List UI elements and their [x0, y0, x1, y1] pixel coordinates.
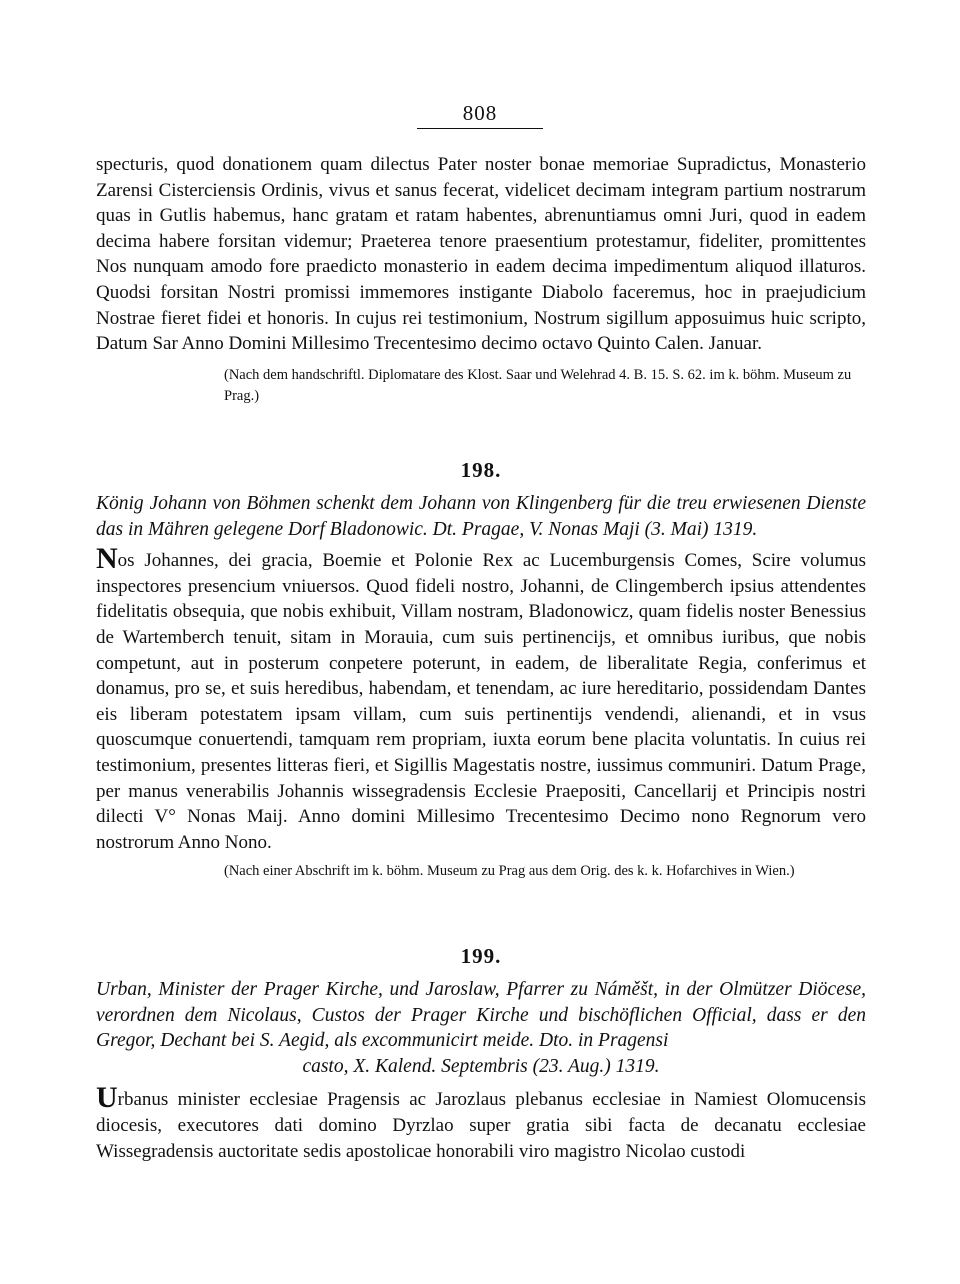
document-text — [96, 542, 866, 855]
continuation-block — [96, 152, 866, 407]
document-number: 198. — [460, 458, 502, 482]
document-heading: König Johann von Böhmen schenkt dem Johann von Klingenberg für die treu erwiesenen Dienste das in Mähren gelegene Dorf Bladonowic. Dt. Pragae, V. Nonas Maji (3. Mai) 1319. — [96, 493, 866, 540]
document-text — [96, 1081, 866, 1164]
initial-letter: N — [96, 542, 118, 576]
document-number: 199. — [460, 944, 502, 968]
document-198 — [96, 458, 866, 882]
document-source-note: (Nach einer Abschrift im k. böhm. Museum zu Prag aus dem Orig. des k. k. Hofarchives in Wien.) — [224, 863, 795, 880]
document-heading: Urban, Minister der Prager Kirche, und Jaroslaw, Pfarrer zu Náměšt, in der Olmützer Diöcese, verordnen dem Nicolaus, Custos der Prager Kirche und bischöflichen Official, dass er den Gregor, Dechant bei S. Aegid, als excommunicirt meide. Dto. in Pragensi — [96, 979, 866, 1052]
document-heading-last-line: casto, X. Kalend. Septembris (23. Aug.) 1319. — [302, 1055, 660, 1077]
header-rule — [417, 128, 543, 129]
initial-letter: U — [96, 1081, 118, 1115]
continuation-source-note: (Nach dem handschriftl. Diplomatare des Klost. Saar und Welehrad 4. B. 15. S. 62. im k. böhm. Museum zu Prag.) — [224, 366, 852, 404]
continuation-text: specturis, quod donationem quam dilectus Pater noster bonae memoriae Supradictus, Monasterio Zarensi Cisterciensis Ordinis, vivus et sanus fecerat, videlicet decimam integram partium nostrarum quas in Gutlis habemus, hanc gratam et ratam habentes, abrenuntiamus omni Juri, quod in eadem decima habere forsitan videmur; Praeterea tenore praesentium protestamur, fideliter, promittentes Nos nunquam amodo fore praedicto monasterio in eadem decima impedimentum aliquod illaturos. Quodsi forsitan Nostri promissi immemores instigante Diabolo faceremus, hoc in praejudicium Nostrae fieret fidei et honoris. In cujus rei testimonium, Nostrum sigillum apposuimus huic scripto, Datum Sar Anno Domini Millesimo Trecentesimo decimo octavo Quinto Calen. Januar. — [96, 154, 866, 355]
document-body: rbanus minister ecclesiae Pragensis ac Jarozlaus plebanus ecclesiae in Namiest Olomucensis diocesis, executores dati domino Dyrzlao super gratia sibi facta de decanatu ecclesiae Wissegradensis auctoritate sedis apostolicae honorabili viro magistro Nicolao custodi — [96, 1089, 866, 1162]
document-body: os Johannes, dei gracia, Boemie et Polonie Rex ac Lucemburgensis Comes, Scire volumus inspectores presencium vniuersos. Quod fideli nostro, Johanni, de Clingemberch ipsius attendentes fidelitatis obsequia, que nobis exhibuit, Villam nostram, Bladonowicz, quam fidelis noster Benessius de Wartemberch tenuit, sitam in Morauia, cum suis pertinencijs, et omnibus iuribus, que nobis competunt, aut in posterum conpetere poterunt, in eadem, de liberalitate Regia, conferimus et donamus, pro se, et suis heredibus, habendam, et tenendam, ac iure hereditario, possidendam Dantes eis liberam potestatem ipsam villam, cum suis pertinentijs vendendi, alienandi, et in vsus quoscumque conuertendi, tamquam rem propriam, iuxta eorum bene placita voluntatis. In cuius rei testimonium, presentes litteras fieri, et Sigillis Magestatis nostre, iussimus communiri. Datum Prage, per manus venerabilis Johannis wissegradensis Ecclesie Praepositi, Cancellarij et Principis nostri dilecti V° Nonas Maij. Anno domini Millesimo Trecentesimo Decimo nono Regnorum vero nostrorum Anno Nono. — [96, 550, 866, 853]
document-199 — [96, 944, 866, 1164]
page-number: 808 — [462, 101, 498, 125]
